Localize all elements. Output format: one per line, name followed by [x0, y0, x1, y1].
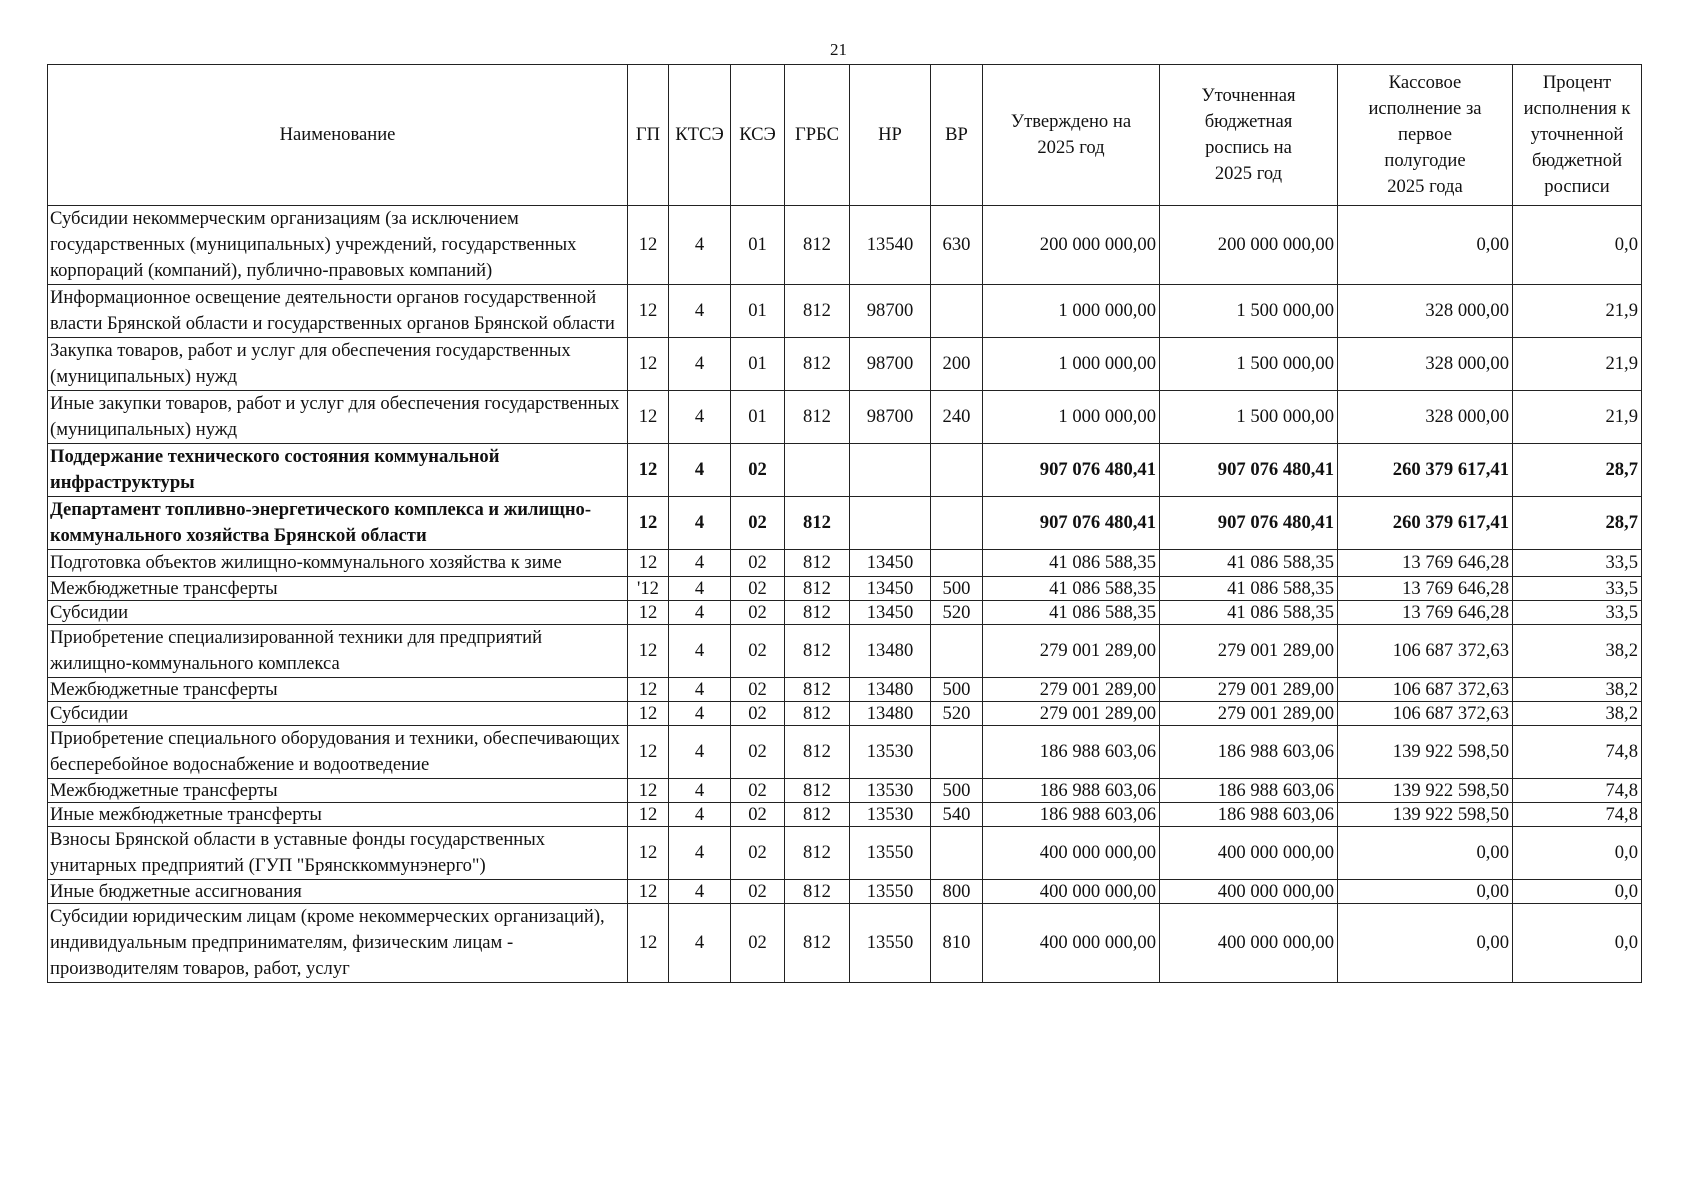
cell-gp: 12: [628, 880, 669, 904]
cell-ktse: 4: [669, 880, 731, 904]
table-row: [48, 550, 1642, 577]
cell-gp: 12: [628, 904, 669, 983]
cell-grbs: 812: [785, 577, 850, 601]
cell-grbs: 812: [785, 497, 850, 550]
header-percent: Процент исполнения к уточненной бюджетной росписи: [1513, 65, 1642, 206]
cell-name: Поддержание технического состояния коммунальной инфраструктуры: [48, 444, 628, 497]
cell-cash: 139 922 598,50: [1338, 779, 1513, 803]
cell-percent: 33,5: [1513, 550, 1642, 577]
cell-gp: 12: [628, 391, 669, 444]
cell-gp: '12: [628, 577, 669, 601]
cell-grbs: 812: [785, 285, 850, 338]
cell-refined: 907 076 480,41: [1160, 444, 1338, 497]
cell-gp: 12: [628, 285, 669, 338]
cell-ktse: 4: [669, 779, 731, 803]
cell-vr: 200: [931, 338, 983, 391]
cell-vr: 540: [931, 803, 983, 827]
table-row: [48, 702, 1642, 726]
cell-kse: 01: [731, 391, 785, 444]
cell-name: Взносы Брянской области в уставные фонды государственных унитарных предприятий (ГУП "Брянсккоммунэнерго"): [48, 827, 628, 880]
cell-grbs: 812: [785, 338, 850, 391]
cell-vr: 520: [931, 601, 983, 625]
cell-grbs: 812: [785, 726, 850, 779]
cell-grbs: 812: [785, 880, 850, 904]
cell-kse: 01: [731, 338, 785, 391]
cell-cash: 260 379 617,41: [1338, 444, 1513, 497]
cell-ktse: 4: [669, 577, 731, 601]
cell-nr: 13550: [850, 904, 931, 983]
cell-gp: 12: [628, 601, 669, 625]
cell-kse: 02: [731, 803, 785, 827]
cell-gp: 12: [628, 803, 669, 827]
cell-grbs: 812: [785, 803, 850, 827]
cell-grbs: 812: [785, 678, 850, 702]
cell-percent: 74,8: [1513, 779, 1642, 803]
header-name: Наименование: [48, 65, 628, 206]
table-body: [48, 206, 1642, 983]
cell-refined: 279 001 289,00: [1160, 625, 1338, 678]
cell-ktse: 4: [669, 497, 731, 550]
cell-ktse: 4: [669, 803, 731, 827]
header-gp: ГП: [628, 65, 669, 206]
cell-vr: [931, 285, 983, 338]
cell-ktse: 4: [669, 678, 731, 702]
cell-refined: 200 000 000,00: [1160, 206, 1338, 285]
cell-refined: 186 988 603,06: [1160, 726, 1338, 779]
cell-grbs: 812: [785, 904, 850, 983]
table-row: [48, 601, 1642, 625]
cell-cash: 139 922 598,50: [1338, 726, 1513, 779]
cell-vr: 800: [931, 880, 983, 904]
cell-kse: 02: [731, 601, 785, 625]
cell-vr: 520: [931, 702, 983, 726]
cell-ktse: 4: [669, 206, 731, 285]
cell-nr: 98700: [850, 285, 931, 338]
cell-kse: 02: [731, 779, 785, 803]
cell-grbs: [785, 444, 850, 497]
page-number: 21: [830, 40, 847, 59]
cell-name: Информационное освещение деятельности органов государственной власти Брянской области и государственных органов Брянской области: [48, 285, 628, 338]
cell-approved: 1 000 000,00: [983, 391, 1160, 444]
cell-kse: 02: [731, 702, 785, 726]
cell-gp: 12: [628, 550, 669, 577]
cell-refined: 41 086 588,35: [1160, 577, 1338, 601]
table-row: [48, 206, 1642, 285]
cell-nr: 13450: [850, 601, 931, 625]
cell-kse: 02: [731, 497, 785, 550]
cell-name: Субсидии некоммерческим организациям (за исключением государственных (муниципальных) учреждений, государственных корпораций (компаний), публично-правовых компаний): [48, 206, 628, 285]
cell-kse: 02: [731, 577, 785, 601]
header-grbs: ГРБС: [785, 65, 850, 206]
table-row: [48, 904, 1642, 983]
cell-cash: 328 000,00: [1338, 391, 1513, 444]
cell-grbs: 812: [785, 702, 850, 726]
cell-ktse: 4: [669, 444, 731, 497]
cell-name: Субсидии: [48, 702, 628, 726]
cell-refined: 41 086 588,35: [1160, 601, 1338, 625]
cell-name: Приобретение специального оборудования и техники, обеспечивающих бесперебойное водоснабжение и водоотведение: [48, 726, 628, 779]
cell-percent: 0,0: [1513, 880, 1642, 904]
cell-cash: 260 379 617,41: [1338, 497, 1513, 550]
cell-cash: 328 000,00: [1338, 338, 1513, 391]
cell-name: Иные закупки товаров, работ и услуг для обеспечения государственных (муниципальных) нужд: [48, 391, 628, 444]
cell-nr: 13530: [850, 726, 931, 779]
table-row: [48, 285, 1642, 338]
cell-approved: 1 000 000,00: [983, 338, 1160, 391]
cell-cash: 106 687 372,63: [1338, 625, 1513, 678]
cell-percent: 28,7: [1513, 444, 1642, 497]
cell-percent: 21,9: [1513, 391, 1642, 444]
cell-ktse: 4: [669, 285, 731, 338]
cell-vr: [931, 444, 983, 497]
cell-ktse: 4: [669, 391, 731, 444]
cell-cash: 0,00: [1338, 880, 1513, 904]
cell-vr: [931, 550, 983, 577]
cell-vr: [931, 497, 983, 550]
cell-ktse: 4: [669, 827, 731, 880]
table-row: [48, 803, 1642, 827]
cell-ktse: 4: [669, 702, 731, 726]
cell-nr: 13530: [850, 803, 931, 827]
cell-percent: 0,0: [1513, 206, 1642, 285]
cell-gp: 12: [628, 625, 669, 678]
cell-refined: 186 988 603,06: [1160, 803, 1338, 827]
cell-refined: 400 000 000,00: [1160, 880, 1338, 904]
cell-refined: 186 988 603,06: [1160, 779, 1338, 803]
cell-kse: 02: [731, 827, 785, 880]
cell-cash: 13 769 646,28: [1338, 577, 1513, 601]
cell-approved: 1 000 000,00: [983, 285, 1160, 338]
cell-vr: 500: [931, 779, 983, 803]
cell-kse: 02: [731, 625, 785, 678]
cell-percent: 33,5: [1513, 601, 1642, 625]
cell-nr: 13480: [850, 678, 931, 702]
header-cash: Кассовое исполнение за первое полугодие 2025 года: [1338, 65, 1513, 206]
cell-grbs: 812: [785, 601, 850, 625]
cell-gp: 12: [628, 702, 669, 726]
cell-nr: 13480: [850, 625, 931, 678]
cell-kse: 02: [731, 550, 785, 577]
cell-percent: 28,7: [1513, 497, 1642, 550]
budget-table: [47, 64, 1642, 983]
cell-cash: 13 769 646,28: [1338, 550, 1513, 577]
cell-cash: 106 687 372,63: [1338, 702, 1513, 726]
header-approved: Утверждено на 2025 год: [983, 65, 1160, 206]
cell-name: Субсидии юридическим лицам (кроме некоммерческих организаций), индивидуальным предпринимателям, физическим лицам - производителям товаров, работ, услуг: [48, 904, 628, 983]
table-row: [48, 444, 1642, 497]
table-row: [48, 497, 1642, 550]
cell-kse: 02: [731, 678, 785, 702]
cell-percent: 0,0: [1513, 827, 1642, 880]
cell-kse: 01: [731, 285, 785, 338]
cell-ktse: 4: [669, 338, 731, 391]
cell-grbs: 812: [785, 206, 850, 285]
cell-nr: 98700: [850, 338, 931, 391]
cell-percent: 38,2: [1513, 702, 1642, 726]
header-row: [48, 65, 1642, 206]
cell-grbs: 812: [785, 779, 850, 803]
cell-ktse: 4: [669, 625, 731, 678]
cell-vr: [931, 827, 983, 880]
cell-kse: 02: [731, 904, 785, 983]
cell-vr: [931, 625, 983, 678]
cell-refined: 279 001 289,00: [1160, 678, 1338, 702]
cell-nr: [850, 444, 931, 497]
cell-refined: 907 076 480,41: [1160, 497, 1338, 550]
cell-approved: 400 000 000,00: [983, 827, 1160, 880]
cell-gp: 12: [628, 338, 669, 391]
cell-percent: 74,8: [1513, 726, 1642, 779]
cell-refined: 400 000 000,00: [1160, 904, 1338, 983]
cell-cash: 106 687 372,63: [1338, 678, 1513, 702]
table-row: [48, 726, 1642, 779]
cell-nr: 13480: [850, 702, 931, 726]
cell-approved: 279 001 289,00: [983, 678, 1160, 702]
cell-name: Межбюджетные трансферты: [48, 779, 628, 803]
cell-nr: 13450: [850, 577, 931, 601]
cell-refined: 1 500 000,00: [1160, 338, 1338, 391]
cell-cash: 0,00: [1338, 904, 1513, 983]
cell-approved: 907 076 480,41: [983, 497, 1160, 550]
cell-approved: 186 988 603,06: [983, 726, 1160, 779]
cell-cash: 0,00: [1338, 206, 1513, 285]
cell-kse: 02: [731, 880, 785, 904]
cell-gp: 12: [628, 678, 669, 702]
cell-grbs: 812: [785, 550, 850, 577]
cell-nr: 13540: [850, 206, 931, 285]
cell-percent: 74,8: [1513, 803, 1642, 827]
cell-kse: 01: [731, 206, 785, 285]
cell-refined: 400 000 000,00: [1160, 827, 1338, 880]
cell-name: Субсидии: [48, 601, 628, 625]
cell-name: Департамент топливно-энергетического комплекса и жилищно-коммунального хозяйства Брянской области: [48, 497, 628, 550]
cell-nr: 13550: [850, 827, 931, 880]
cell-vr: 500: [931, 577, 983, 601]
cell-percent: 38,2: [1513, 625, 1642, 678]
cell-percent: 21,9: [1513, 338, 1642, 391]
cell-approved: 41 086 588,35: [983, 550, 1160, 577]
header-nr: НР: [850, 65, 931, 206]
cell-nr: 98700: [850, 391, 931, 444]
cell-cash: 13 769 646,28: [1338, 601, 1513, 625]
cell-gp: 12: [628, 827, 669, 880]
cell-vr: 810: [931, 904, 983, 983]
cell-gp: 12: [628, 497, 669, 550]
header-kse: КСЭ: [731, 65, 785, 206]
cell-approved: 186 988 603,06: [983, 803, 1160, 827]
cell-vr: 500: [931, 678, 983, 702]
cell-grbs: 812: [785, 625, 850, 678]
cell-approved: 41 086 588,35: [983, 577, 1160, 601]
cell-gp: 12: [628, 726, 669, 779]
cell-refined: 279 001 289,00: [1160, 702, 1338, 726]
cell-nr: 13530: [850, 779, 931, 803]
table-row: [48, 827, 1642, 880]
cell-kse: 02: [731, 444, 785, 497]
cell-approved: 41 086 588,35: [983, 601, 1160, 625]
cell-cash: 0,00: [1338, 827, 1513, 880]
cell-refined: 1 500 000,00: [1160, 285, 1338, 338]
cell-cash: 139 922 598,50: [1338, 803, 1513, 827]
cell-percent: 38,2: [1513, 678, 1642, 702]
cell-approved: 186 988 603,06: [983, 779, 1160, 803]
header-vr: ВР: [931, 65, 983, 206]
table-row: [48, 779, 1642, 803]
cell-ktse: 4: [669, 904, 731, 983]
cell-name: Межбюджетные трансферты: [48, 678, 628, 702]
cell-percent: 0,0: [1513, 904, 1642, 983]
cell-grbs: 812: [785, 827, 850, 880]
cell-ktse: 4: [669, 550, 731, 577]
table-row: [48, 338, 1642, 391]
table-row: [48, 391, 1642, 444]
cell-approved: 907 076 480,41: [983, 444, 1160, 497]
cell-cash: 328 000,00: [1338, 285, 1513, 338]
table-row: [48, 577, 1642, 601]
cell-percent: 21,9: [1513, 285, 1642, 338]
cell-approved: 279 001 289,00: [983, 625, 1160, 678]
header-refined: Уточненная бюджетная роспись на 2025 год: [1160, 65, 1338, 206]
cell-vr: 630: [931, 206, 983, 285]
cell-approved: 400 000 000,00: [983, 880, 1160, 904]
cell-vr: 240: [931, 391, 983, 444]
cell-refined: 41 086 588,35: [1160, 550, 1338, 577]
table-row: [48, 625, 1642, 678]
cell-approved: 400 000 000,00: [983, 904, 1160, 983]
table-row: [48, 678, 1642, 702]
cell-name: Подготовка объектов жилищно-коммунального хозяйства к зиме: [48, 550, 628, 577]
cell-refined: 1 500 000,00: [1160, 391, 1338, 444]
table-row: [48, 880, 1642, 904]
header-ktse: КТСЭ: [669, 65, 731, 206]
cell-gp: 12: [628, 206, 669, 285]
cell-ktse: 4: [669, 726, 731, 779]
cell-name: Иные бюджетные ассигнования: [48, 880, 628, 904]
cell-vr: [931, 726, 983, 779]
cell-kse: 02: [731, 726, 785, 779]
cell-nr: 13550: [850, 880, 931, 904]
cell-percent: 33,5: [1513, 577, 1642, 601]
cell-nr: 13450: [850, 550, 931, 577]
cell-name: Иные межбюджетные трансферты: [48, 803, 628, 827]
cell-gp: 12: [628, 779, 669, 803]
cell-nr: [850, 497, 931, 550]
cell-name: Межбюджетные трансферты: [48, 577, 628, 601]
cell-ktse: 4: [669, 601, 731, 625]
cell-name: Закупка товаров, работ и услуг для обеспечения государственных (муниципальных) нужд: [48, 338, 628, 391]
cell-name: Приобретение специализированной техники для предприятий жилищно-коммунального комплекса: [48, 625, 628, 678]
cell-approved: 279 001 289,00: [983, 702, 1160, 726]
cell-grbs: 812: [785, 391, 850, 444]
cell-gp: 12: [628, 444, 669, 497]
cell-approved: 200 000 000,00: [983, 206, 1160, 285]
